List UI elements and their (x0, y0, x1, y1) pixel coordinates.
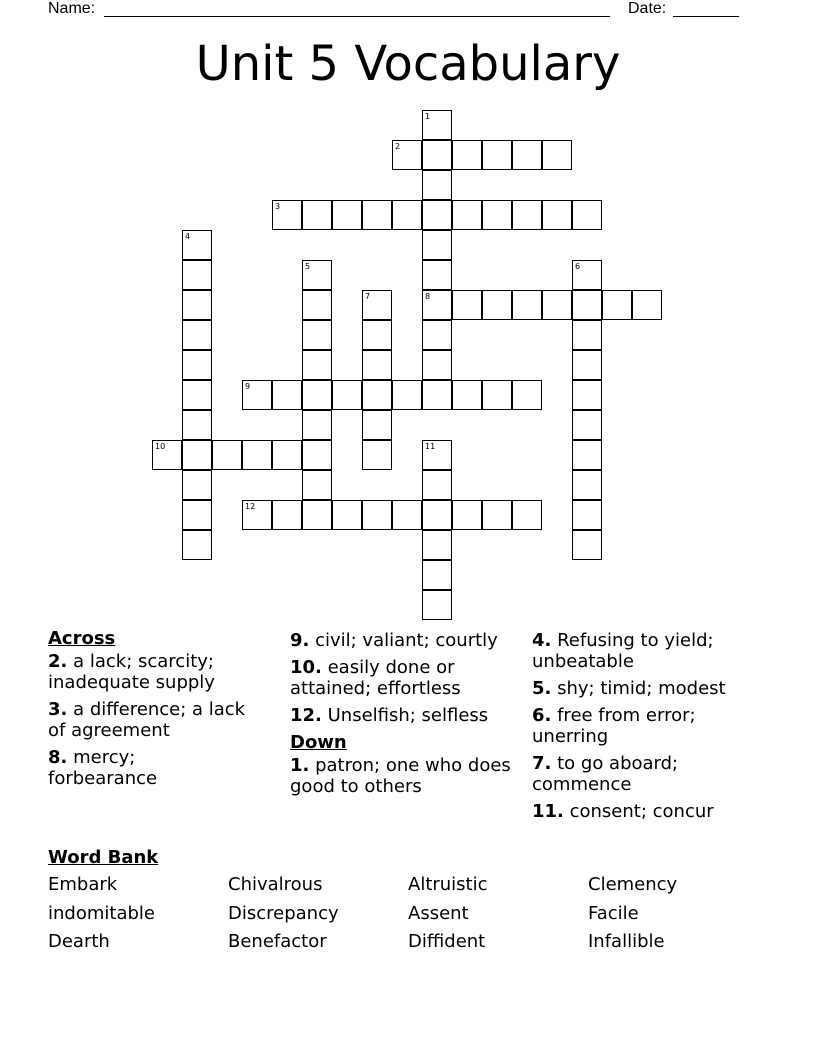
crossword-cell[interactable] (422, 170, 452, 200)
crossword-cell[interactable] (422, 560, 452, 590)
crossword-cell[interactable] (242, 380, 272, 410)
clue-across-3 (48, 699, 248, 741)
clue-column-2 (290, 630, 515, 803)
clue-number: 11. (532, 801, 564, 822)
crossword-cell[interactable] (182, 380, 212, 410)
crossword-cell[interactable] (242, 500, 272, 530)
cell-number: 12 (245, 502, 256, 511)
clue-text: easily done or attained; effortless (290, 657, 461, 699)
cell-number: 9 (245, 382, 251, 391)
cell-number: 2 (395, 142, 401, 151)
crossword-cell[interactable] (302, 290, 332, 320)
cell-number: 6 (575, 262, 581, 271)
crossword-cell[interactable] (362, 410, 392, 440)
word-bank-word: Diffident (408, 931, 486, 952)
crossword-cell[interactable] (572, 500, 602, 530)
clue-text: a lack; scarcity; inadequate supply (48, 651, 215, 693)
crossword-cell[interactable] (422, 140, 452, 170)
crossword-cell[interactable] (362, 290, 392, 320)
crossword-cell[interactable] (512, 140, 542, 170)
crossword-cell[interactable] (422, 110, 452, 140)
clue-text: patron; one who does good to others (290, 755, 511, 797)
crossword-cell[interactable] (422, 440, 452, 470)
clue-across-12 (290, 705, 515, 726)
cell-number: 4 (185, 232, 191, 241)
cell-number: 10 (155, 442, 166, 451)
crossword-cell[interactable] (302, 500, 332, 530)
crossword-cell[interactable] (182, 410, 212, 440)
word-bank-word: Discrepancy (228, 903, 339, 924)
crossword-cell[interactable] (452, 290, 482, 320)
crossword-cell[interactable] (452, 200, 482, 230)
date-label: Date: (628, 0, 667, 17)
clue-across-2 (48, 651, 248, 693)
clue-down-1 (290, 755, 515, 797)
crossword-cell[interactable] (422, 500, 452, 530)
down-heading: Down (290, 732, 347, 753)
crossword-cell[interactable] (422, 530, 452, 560)
crossword-cell[interactable] (572, 260, 602, 290)
crossword-cell[interactable] (182, 230, 212, 260)
word-bank-word: Chivalrous (228, 874, 323, 895)
crossword-cell[interactable] (392, 380, 422, 410)
crossword-cell[interactable] (572, 440, 602, 470)
word-bank-word: Infallible (588, 931, 665, 952)
crossword-cell[interactable] (332, 200, 362, 230)
word-bank-word: Assent (408, 903, 469, 924)
crossword-cell[interactable] (182, 260, 212, 290)
crossword-cell[interactable] (152, 440, 182, 470)
clue-number: 1. (290, 755, 310, 776)
crossword-cell[interactable] (332, 380, 362, 410)
clue-number: 2. (48, 651, 68, 672)
crossword-cell[interactable] (362, 320, 392, 350)
crossword-cell[interactable] (422, 350, 452, 380)
clue-across-10 (290, 657, 515, 699)
crossword-cell[interactable] (602, 290, 632, 320)
clue-down-4 (532, 630, 772, 672)
crossword-cell[interactable] (542, 290, 572, 320)
crossword-cell[interactable] (482, 500, 512, 530)
cell-number: 7 (365, 292, 371, 301)
crossword-cell[interactable] (572, 350, 602, 380)
crossword-cell[interactable] (572, 200, 602, 230)
crossword-cell[interactable] (182, 320, 212, 350)
crossword-cell[interactable] (212, 440, 242, 470)
clue-text: a difference; a lack of agreement (48, 699, 246, 741)
clue-number: 9. (290, 630, 310, 651)
crossword-cell[interactable] (182, 440, 212, 470)
crossword-cell[interactable] (302, 320, 332, 350)
crossword-cell[interactable] (182, 470, 212, 500)
crossword-cell[interactable] (482, 140, 512, 170)
crossword-cell[interactable] (182, 350, 212, 380)
crossword-cell[interactable] (392, 500, 422, 530)
clue-down-5 (532, 678, 772, 699)
clue-down-11 (532, 801, 772, 822)
word-bank-word: Facile (588, 903, 639, 924)
crossword-cell[interactable] (422, 290, 452, 320)
crossword-cell[interactable] (362, 200, 392, 230)
crossword-cell[interactable] (542, 140, 572, 170)
clue-number: 5. (532, 678, 552, 699)
crossword-cell[interactable] (542, 200, 572, 230)
clue-down-7 (532, 753, 772, 795)
clue-number: 12. (290, 705, 322, 726)
crossword-cell[interactable] (302, 200, 332, 230)
crossword-cell[interactable] (362, 380, 392, 410)
crossword-cell[interactable] (452, 500, 482, 530)
crossword-cell[interactable] (572, 530, 602, 560)
crossword-cell[interactable] (422, 590, 452, 620)
crossword-cell[interactable] (392, 140, 422, 170)
crossword-cell[interactable] (452, 140, 482, 170)
crossword-cell[interactable] (272, 380, 302, 410)
crossword-cell[interactable] (512, 380, 542, 410)
clue-text: Unselfish; selfless (321, 705, 489, 726)
clue-text: consent; concur (563, 801, 714, 822)
word-bank-word: indomitable (48, 903, 155, 924)
clue-number: 8. (48, 747, 68, 768)
crossword-cell[interactable] (422, 320, 452, 350)
crossword-cell[interactable] (572, 290, 602, 320)
word-bank-word: Embark (48, 874, 118, 895)
crossword-cell[interactable] (182, 500, 212, 530)
crossword-cell[interactable] (482, 200, 512, 230)
clue-number: 7. (532, 753, 552, 774)
crossword-cell[interactable] (392, 200, 422, 230)
crossword-cell[interactable] (572, 380, 602, 410)
word-bank-word: Altruistic (408, 874, 488, 895)
crossword-cell[interactable] (242, 440, 272, 470)
cell-number: 3 (275, 202, 281, 211)
crossword-cell[interactable] (482, 380, 512, 410)
crossword-cell[interactable] (572, 410, 602, 440)
clue-text: free from error; unerring (532, 705, 696, 747)
crossword-cell[interactable] (482, 290, 512, 320)
crossword-cell[interactable] (422, 260, 452, 290)
clue-across-9 (290, 630, 515, 651)
word-bank-word: Dearth (48, 931, 110, 952)
clue-number: 4. (532, 630, 552, 651)
cell-number: 11 (425, 442, 436, 451)
crossword-cell[interactable] (302, 410, 332, 440)
across-heading: Across (48, 628, 116, 649)
clue-number: 3. (48, 699, 68, 720)
cell-number: 5 (305, 262, 311, 271)
crossword-cell[interactable] (422, 380, 452, 410)
page-title: Unit 5 Vocabulary (195, 36, 621, 92)
crossword-cell[interactable] (422, 230, 452, 260)
word-bank (48, 846, 678, 952)
crossword-cell[interactable] (632, 290, 662, 320)
crossword-cell[interactable] (512, 290, 542, 320)
crossword-cell[interactable] (272, 500, 302, 530)
clue-text: Refusing to yield; unbeatable (532, 630, 714, 672)
crossword-cell[interactable] (362, 440, 392, 470)
clue-down-6 (532, 705, 772, 747)
cell-number: 1 (425, 112, 431, 121)
clue-text: to go aboard; commence (532, 753, 679, 795)
crossword-cell[interactable] (182, 290, 212, 320)
clue-text: shy; timid; modest (551, 678, 726, 699)
crossword-cell[interactable] (572, 320, 602, 350)
crossword-cell[interactable] (512, 500, 542, 530)
word-bank-word: Benefactor (228, 931, 327, 952)
cell-number: 8 (425, 292, 431, 301)
clue-column-3 (532, 630, 772, 828)
crossword-cell[interactable] (302, 350, 332, 380)
word-bank-heading: Word Bank (48, 847, 159, 868)
name-label: Name: (48, 0, 96, 17)
crossword-cell[interactable] (302, 440, 332, 470)
crossword-cell[interactable] (272, 440, 302, 470)
clue-column-1 (48, 628, 248, 795)
crossword-cell[interactable] (332, 500, 362, 530)
word-bank-word: Clemency (588, 874, 678, 895)
crossword-cell[interactable] (302, 380, 332, 410)
clue-text: mercy; forbearance (48, 747, 158, 789)
crossword-cell[interactable] (362, 350, 392, 380)
crossword-cell[interactable] (422, 200, 452, 230)
clue-across-8 (48, 747, 248, 789)
clue-number: 10. (290, 657, 322, 678)
crossword-cell[interactable] (302, 260, 332, 290)
clue-number: 6. (532, 705, 552, 726)
crossword-cell[interactable] (362, 500, 392, 530)
clue-text: civil; valiant; courtly (309, 630, 498, 651)
crossword-cell[interactable] (512, 200, 542, 230)
crossword-cell[interactable] (272, 200, 302, 230)
crossword-cell[interactable] (182, 530, 212, 560)
crossword-cell[interactable] (452, 380, 482, 410)
crossword-cell[interactable] (572, 470, 602, 500)
crossword-cell[interactable] (302, 470, 332, 500)
crossword-cell[interactable] (422, 470, 452, 500)
